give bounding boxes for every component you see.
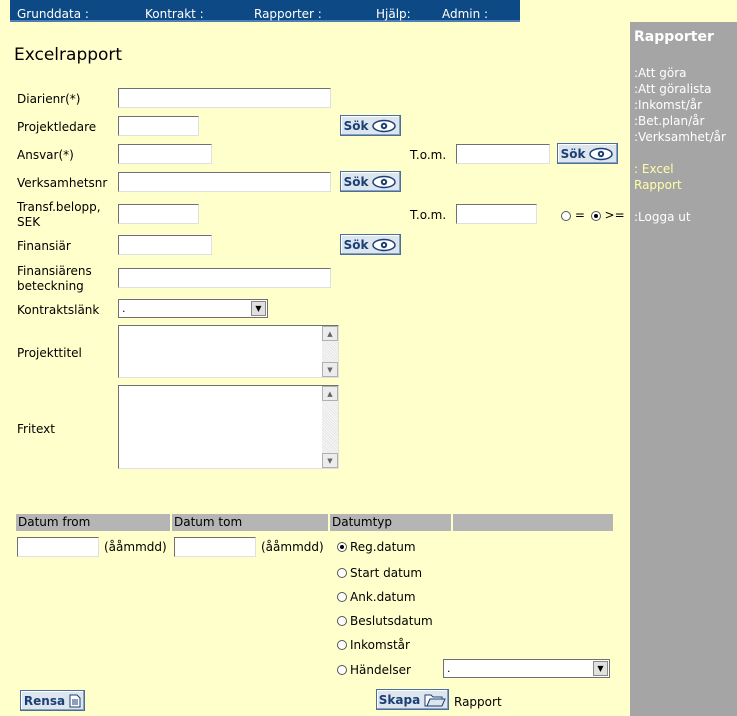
skapa-button-label: Skapa xyxy=(378,692,421,707)
datetype-label: Händelser xyxy=(350,663,411,677)
verksamhetsnr-input[interactable] xyxy=(118,172,331,192)
fritext-scrollbar[interactable] xyxy=(322,386,338,468)
date-header-empty xyxy=(453,514,613,531)
transf-tom-input[interactable] xyxy=(456,204,537,224)
kontraktslank-select[interactable] xyxy=(118,299,268,318)
datetype-option-beslut[interactable] xyxy=(337,614,433,628)
skapa-button[interactable] xyxy=(376,689,449,710)
projekttitel-scrollbar[interactable] xyxy=(322,326,338,377)
datetype-radio[interactable] xyxy=(337,542,347,552)
datetype-radio[interactable] xyxy=(337,616,347,626)
date-tom-header: Datum tom xyxy=(172,514,328,531)
ansvar-label: Ansvar(*) xyxy=(17,148,74,162)
finansiar-search-button[interactable] xyxy=(340,234,401,255)
date-tom-format-hint: (ååmmdd) xyxy=(261,540,324,554)
nav-kontrakt[interactable]: Kontrakt : xyxy=(145,7,204,21)
folder-open-icon xyxy=(424,693,446,707)
search-button-label: Sök xyxy=(343,118,369,133)
datetype-label: Inkomstår xyxy=(350,638,410,652)
finansiar-input[interactable] xyxy=(118,235,212,255)
projekttitel-textarea[interactable] xyxy=(118,325,339,378)
scroll-down-icon[interactable]: ▼ xyxy=(322,453,338,468)
compare-eq-radio[interactable] xyxy=(561,211,571,221)
sidebar-item-excel-rapport-line2[interactable]: Rapport xyxy=(634,178,682,192)
finansiar-bet-label-line1: Finansiärens xyxy=(17,264,92,278)
datetype-radio[interactable] xyxy=(337,640,347,650)
datetype-option-start[interactable] xyxy=(337,566,422,580)
handelser-value: . xyxy=(447,662,451,675)
projektledare-search-button[interactable] xyxy=(340,115,401,136)
transf-label-line2: SEK xyxy=(17,215,41,229)
sidebar-item-verksamhet[interactable]: :Verksamhet/år xyxy=(634,130,726,144)
nav-admin[interactable]: Admin : xyxy=(442,7,489,21)
projekttitel-label: Projekttitel xyxy=(17,346,82,360)
ansvar-search-button[interactable] xyxy=(557,143,618,164)
page-title: Excelrapport xyxy=(14,45,123,65)
datetype-option-ank[interactable] xyxy=(337,590,416,604)
nav-rapporter[interactable]: Rapporter : xyxy=(254,7,322,21)
kontraktslank-value: . xyxy=(122,302,126,315)
scroll-up-icon[interactable]: ▲ xyxy=(322,326,338,341)
date-from-input[interactable] xyxy=(17,537,99,557)
verksamhetsnr-search-button[interactable] xyxy=(340,171,401,192)
datetype-radio[interactable] xyxy=(337,592,347,602)
chevron-down-icon[interactable]: ▼ xyxy=(251,301,266,316)
datetype-option-reg[interactable] xyxy=(337,540,416,554)
sidebar xyxy=(630,22,737,716)
compare-radios xyxy=(561,208,625,222)
scroll-up-icon[interactable]: ▲ xyxy=(322,386,338,401)
scroll-down-icon[interactable]: ▼ xyxy=(322,362,338,377)
verksamhetsnr-label: Verksamhetsnr xyxy=(17,176,108,190)
search-button-label: Sök xyxy=(343,174,369,189)
rensa-button-label: Rensa xyxy=(23,693,66,708)
diarienr-label: Diarienr(*) xyxy=(17,92,81,106)
sidebar-item-att-goralista[interactable]: :Att göralista xyxy=(634,82,712,96)
projektledare-label: Projektledare xyxy=(17,120,97,134)
sidebar-item-excel-rapport[interactable]: : Excel xyxy=(634,162,674,176)
document-icon xyxy=(69,694,81,708)
transf-tom-label: T.o.m. xyxy=(410,208,447,222)
finansiar-bet-input[interactable] xyxy=(118,268,331,288)
fritext-label: Fritext xyxy=(17,422,55,436)
search-button-label: Sök xyxy=(343,237,369,252)
date-from-header: Datum from xyxy=(16,514,170,531)
top-navigation xyxy=(10,0,520,22)
datetype-option-handelser[interactable] xyxy=(337,663,411,677)
compare-eq-label: = xyxy=(574,208,585,222)
eye-icon xyxy=(371,175,397,189)
kontraktslank-label: Kontraktslänk xyxy=(17,303,100,317)
nav-hjalp[interactable]: Hjälp: xyxy=(376,7,411,21)
datetype-radio[interactable] xyxy=(337,568,347,578)
compare-ge-label: >= xyxy=(604,208,625,222)
skapa-rapport-label: Rapport xyxy=(454,695,502,709)
eye-icon xyxy=(588,147,614,161)
sidebar-title: Rapporter xyxy=(634,29,714,45)
compare-ge-radio[interactable] xyxy=(591,211,601,221)
handelser-select[interactable] xyxy=(443,659,610,678)
date-from-format-hint: (ååmmdd) xyxy=(104,540,167,554)
datetype-option-inkomst[interactable] xyxy=(337,638,410,652)
ansvar-tom-label: T.o.m. xyxy=(410,148,447,162)
diarienr-input[interactable] xyxy=(118,88,331,108)
datetype-label: Beslutsdatum xyxy=(350,614,433,628)
transf-input[interactable] xyxy=(118,204,199,224)
ansvar-input[interactable] xyxy=(118,144,212,164)
sidebar-item-att-gora[interactable]: :Att göra xyxy=(634,66,687,80)
datetype-label: Reg.datum xyxy=(350,540,416,554)
rensa-button[interactable] xyxy=(20,690,85,711)
sidebar-item-betplan[interactable]: :Bet.plan/år xyxy=(634,114,705,128)
ansvar-tom-input[interactable] xyxy=(456,144,550,164)
scroll-track[interactable] xyxy=(322,401,338,453)
sidebar-item-logga-ut[interactable]: :Logga ut xyxy=(634,210,691,224)
eye-icon xyxy=(371,238,397,252)
scroll-track[interactable] xyxy=(322,341,338,362)
date-type-header: Datumtyp xyxy=(330,514,451,531)
date-tom-input[interactable] xyxy=(174,537,256,557)
sidebar-item-inkomst[interactable]: :Inkomst/år xyxy=(634,98,703,112)
fritext-textarea[interactable] xyxy=(118,385,339,469)
finansiar-label: Finansiär xyxy=(17,239,71,253)
datetype-label: Ank.datum xyxy=(350,590,416,604)
nav-grunddata[interactable]: Grunddata : xyxy=(17,7,89,21)
projektledare-input[interactable] xyxy=(118,116,199,136)
chevron-down-icon[interactable]: ▼ xyxy=(593,661,608,676)
datetype-label: Start datum xyxy=(350,566,423,580)
finansiar-bet-label-line2: beteckning xyxy=(17,279,84,293)
search-button-label: Sök xyxy=(560,146,586,161)
eye-icon xyxy=(371,119,397,133)
transf-label-line1: Transf.belopp, xyxy=(17,200,101,214)
datetype-radio[interactable] xyxy=(337,665,347,675)
